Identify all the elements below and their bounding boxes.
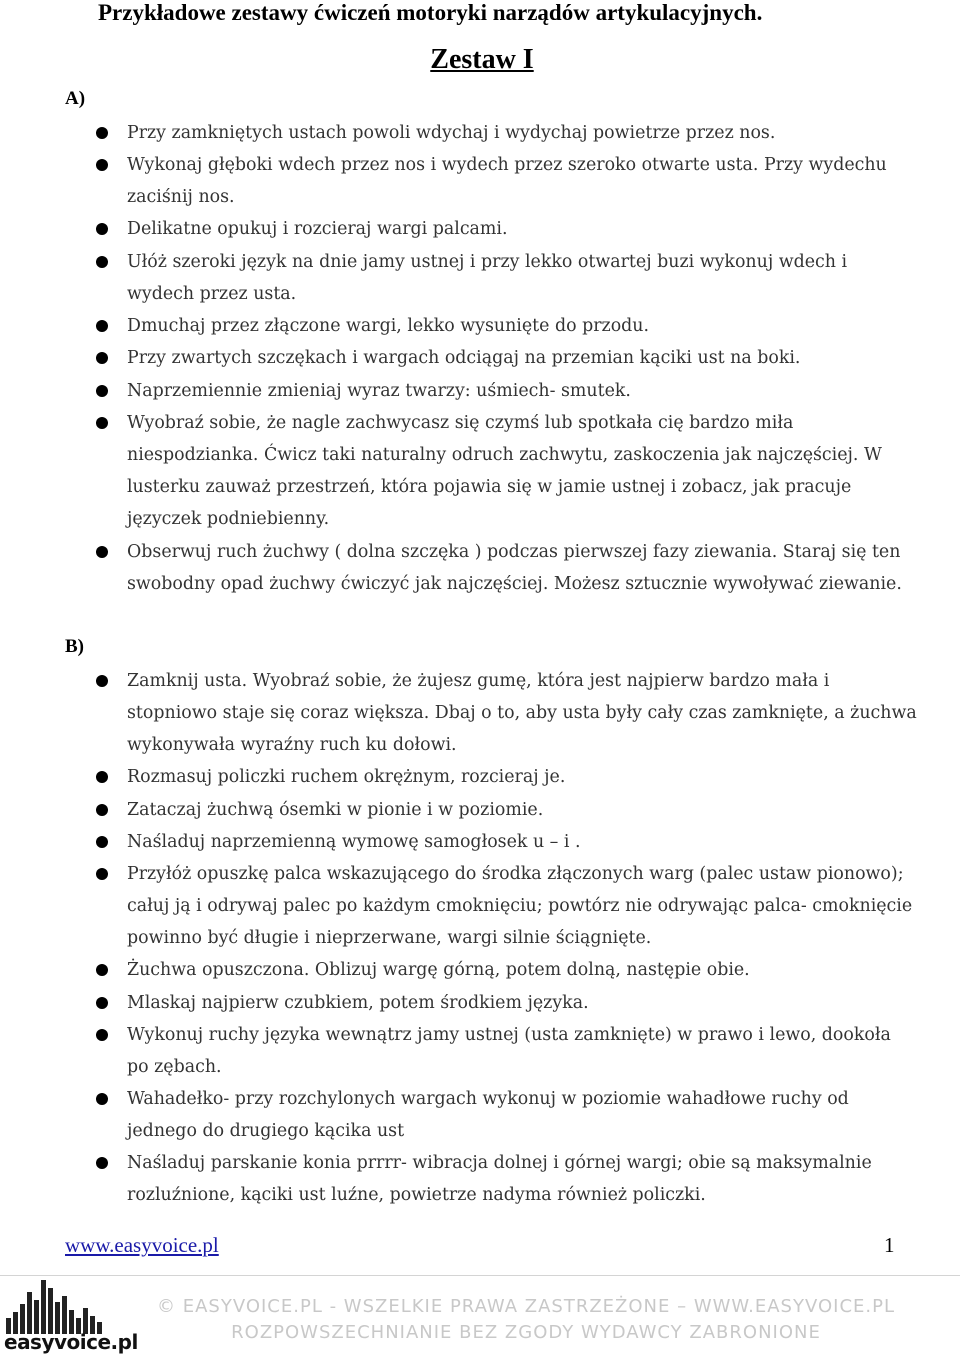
footer-divider — [0, 1275, 960, 1276]
bullet-icon — [96, 385, 108, 397]
bullet-icon — [96, 1093, 108, 1105]
bullet-icon — [96, 256, 108, 268]
bullet-icon — [96, 546, 108, 558]
bullet-icon — [96, 320, 108, 332]
list-item: Mlaskaj najpierw czubkiem, potem środkiem języka. — [127, 987, 917, 1019]
bullet-icon — [96, 675, 108, 687]
list-item: Wykonuj ruchy języka wewnątrz jamy ustnej (usta zamknięte) w prawo i lewo, dookoła po zębach. — [127, 1019, 917, 1083]
bullet-icon — [96, 417, 108, 429]
list-item: Przy zwartych szczękach i wargach odciągaj na przemian kąciki ust na boki. — [127, 342, 917, 374]
list-item: Dmuchaj przez złączone wargi, lekko wysunięte do przodu. — [127, 310, 917, 342]
bullet-icon — [96, 352, 108, 364]
page-number: 1 — [884, 1233, 895, 1257]
copyright-line: ROZPOWSZECHNIANIE BEZ ZGODY WYDAWCY ZABRONIONE — [231, 1322, 821, 1343]
set-heading: Zestaw I — [430, 44, 534, 75]
bullet-icon — [96, 1157, 108, 1169]
bullet-icon — [96, 1029, 108, 1041]
bullet-icon — [96, 159, 108, 171]
list-item: Żuchwa opuszczona. Oblizuj wargę górną, potem dolną, następie obie. — [127, 954, 917, 986]
bullet-icon — [96, 836, 108, 848]
easyvoice-logo — [4, 1278, 138, 1354]
logo-text: easyvoice.pl — [4, 1330, 138, 1354]
list-item: Zataczaj żuchwą ósemki w pionie i w poziomie. — [127, 794, 917, 826]
list-item: Obserwuj ruch żuchwy ( dolna szczęka ) podczas pierwszej fazy ziewania. Staraj się ten swobodny opad żuchwy ćwiczyć jak najczęściej. Możesz sztucznie wywoływać ziewanie. — [127, 536, 917, 600]
copyright-line: © EASYVOICE.PL - WSZELKIE PRAWA ZASTRZEŻONE – WWW.EASYVOICE.PL — [157, 1296, 895, 1317]
list-item: Delikatne opukuj i rozcieraj wargi palcami. — [127, 213, 917, 245]
bullet-icon — [96, 127, 108, 139]
bullet-icon — [96, 804, 108, 816]
list-item: Ułóż szeroki język na dnie jamy ustnej i przy lekko otwartej buzi wykonuj wdech i wydech przez usta. — [127, 246, 917, 310]
bullet-icon — [96, 223, 108, 235]
bullet-icon — [96, 771, 108, 783]
website-link[interactable]: www.easyvoice.pl — [65, 1233, 219, 1257]
list-item: Wahadełko- przy rozchylonych wargach wykonuj w poziomie wahadłowe ruchy od jednego do drugiego kącika ust — [127, 1083, 917, 1147]
bullet-icon — [96, 964, 108, 976]
list-item: Wykonaj głęboki wdech przez nos i wydech przez szeroko otwarte usta. Przy wydechu zaciśnij nos. — [127, 149, 917, 213]
list-item: Przyłóż opuszkę palca wskazującego do środka złączonych warg (palec ustaw pionowo); całuj ją i odrywaj palec po każdym cmoknięciu; powtórz nie odrywając palca- cmoknięcie powinno być długie i nieprzerwane, wargi silnie ściągnięte. — [127, 858, 917, 954]
bullet-icon — [96, 997, 108, 1009]
section-b-label: B) — [65, 636, 84, 657]
list-item: Naprzemiennie zmieniaj wyraz twarzy: uśmiech- smutek. — [127, 375, 917, 407]
list-item: Przy zamkniętych ustach powoli wdychaj i wydychaj powietrze przez nos. — [127, 117, 917, 149]
list-item: Wyobraź sobie, że nagle zachwycasz się czymś lub spotkała cię bardzo miła niespodzianka. Ćwicz taki naturalny odruch zachwytu, zaskoczenia jak najczęściej. W lusterku zauważ przestrzeń, która pojawia się w jamie ustnej i zobacz, jak pracuje języczek podniebienny. — [127, 407, 917, 535]
list-item: Naśladuj naprzemienną wymowę samogłosek u – i . — [127, 826, 917, 858]
list-item: Zamknij usta. Wyobraź sobie, że żujesz gumę, która jest najpierw bardzo mała i stopniowo staje się coraz większa. Dbaj o to, aby usta były cały czas zamknięte, a żuchwa wykonywała wyraźny ruch ku dołowi. — [127, 665, 917, 761]
equalizer-bars-icon — [4, 1278, 128, 1334]
document-title: Przykładowe zestawy ćwiczeń motoryki narządów artykulacyjnych. — [98, 0, 763, 25]
section-a-label: A) — [65, 88, 86, 109]
bullet-icon — [96, 868, 108, 880]
list-item: Rozmasuj policzki ruchem okrężnym, rozcieraj je. — [127, 761, 917, 793]
list-item: Naśladuj parskanie konia prrrr- wibracja dolnej i górnej wargi; obie są maksymalnie rozluźnione, kąciki ust luźne, powietrze nadyma również policzki. — [127, 1147, 917, 1211]
